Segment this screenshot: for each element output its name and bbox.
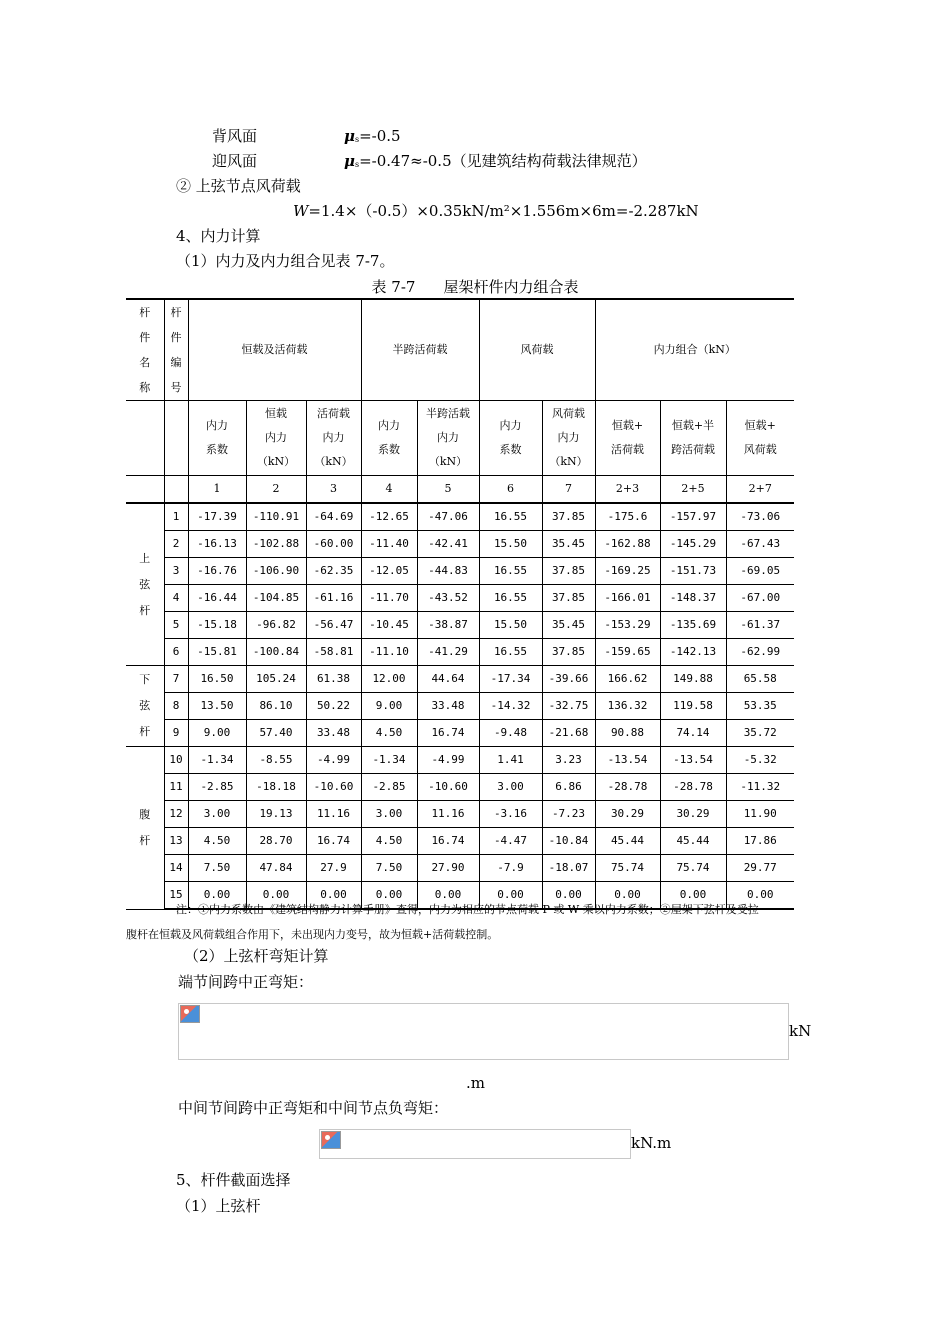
formula-w-symbol: W — [293, 202, 309, 220]
wind-formula — [293, 201, 699, 221]
table-cell: 35.45 — [542, 531, 595, 558]
table-cell: 0.00 — [417, 882, 479, 910]
table-cell: -100.84 — [246, 639, 306, 666]
table-row — [126, 801, 794, 828]
header-text-line: （kN） — [256, 455, 296, 468]
table-cell: 16.50 — [188, 666, 246, 693]
header-text-line: 上 — [139, 551, 151, 565]
table-cell: -60.00 — [306, 531, 361, 558]
member-number: 4 — [164, 585, 188, 612]
member-number: 9 — [164, 720, 188, 747]
member-number: 6 — [164, 639, 188, 666]
table-cell: -9.48 — [479, 720, 542, 747]
table-cell: 4.50 — [361, 828, 417, 855]
table-cell: 1.41 — [479, 747, 542, 774]
header-text-line: 跨活荷载 — [671, 443, 715, 456]
table-cell: -169.25 — [595, 558, 660, 585]
table-cell: -43.52 — [417, 585, 479, 612]
broken-image-icon — [321, 1131, 341, 1149]
table-cell: -166.01 — [595, 585, 660, 612]
column-header-1 — [188, 401, 246, 476]
table-cell: 74.14 — [660, 720, 726, 747]
member-number: 14 — [164, 855, 188, 882]
table-cell: 15.50 — [479, 531, 542, 558]
header-text-line: 恒载 — [265, 407, 287, 420]
table-cell: -4.99 — [306, 747, 361, 774]
note-line-1: 注：①内力系数由《建筑结构静力计算手册》查得，内力为相应的节点荷载 P 或 W 乘以内力系数；②屋架下弦杆及受拉 — [176, 903, 759, 916]
table-cell: -42.41 — [417, 531, 479, 558]
table-cell: -56.47 — [306, 612, 361, 639]
header-half-span: 半跨活荷载 — [361, 299, 479, 401]
table-row — [126, 720, 794, 747]
header-text-line: 杆 — [139, 833, 151, 847]
header-text-line: 内力 — [499, 419, 522, 432]
table-cell: 37.85 — [542, 558, 595, 585]
table-cell: 37.85 — [542, 639, 595, 666]
table-cell: -64.69 — [306, 503, 361, 531]
table-cell: -11.10 — [361, 639, 417, 666]
header-text-line: 活荷载 — [611, 443, 644, 456]
column-index: 2+5 — [660, 476, 726, 504]
header-text-line: 内力 — [265, 431, 287, 444]
table-cell: 47.84 — [246, 855, 306, 882]
member-number: 7 — [164, 666, 188, 693]
table-cell: -5.32 — [726, 747, 794, 774]
table-cell: -148.37 — [660, 585, 726, 612]
member-number: 5 — [164, 612, 188, 639]
table-cell: -12.65 — [361, 503, 417, 531]
note-line-2: 腹杆在恒载及风荷载组合作用下，未出现内力变号，故为恒载+活荷载控制。 — [126, 928, 499, 941]
table-cell: 12.00 — [361, 666, 417, 693]
header-row-groups — [126, 299, 794, 401]
table-cell: -142.13 — [660, 639, 726, 666]
member-number: 11 — [164, 774, 188, 801]
table-cell: 27.9 — [306, 855, 361, 882]
table-cell: 105.24 — [246, 666, 306, 693]
table-cell: 119.58 — [660, 693, 726, 720]
table-cell: -153.29 — [595, 612, 660, 639]
table-cell: 9.00 — [361, 693, 417, 720]
table-cell: -4.99 — [417, 747, 479, 774]
table-cell: 4.50 — [361, 720, 417, 747]
mid-panel-moment-label: 中间节间跨中正弯矩和中间节点负弯矩： — [178, 1099, 449, 1117]
table-cell: -8.55 — [246, 747, 306, 774]
column-header-3 — [306, 401, 361, 476]
table-cell: -1.34 — [361, 747, 417, 774]
column-header-8 — [595, 401, 660, 476]
table-caption — [0, 276, 950, 297]
table-note — [126, 897, 816, 947]
column-index: 2+3 — [595, 476, 660, 504]
header-text-line: （kN） — [549, 455, 588, 468]
table-cell: 149.88 — [660, 666, 726, 693]
table-cell: -159.65 — [595, 639, 660, 666]
header-text-line: 内力 — [206, 419, 228, 432]
table-cell: 16.55 — [479, 585, 542, 612]
table-cell: 65.58 — [726, 666, 794, 693]
header-text-line: 弦 — [139, 577, 151, 591]
table-cell: -151.73 — [660, 558, 726, 585]
table-cell: 0.00 — [479, 882, 542, 910]
table-cell: -157.97 — [660, 503, 726, 531]
table-cell: -73.06 — [726, 503, 794, 531]
table-row — [126, 503, 794, 531]
column-header-2 — [246, 401, 306, 476]
header-text-line: 内力 — [322, 431, 345, 444]
table-cell: 0.00 — [542, 882, 595, 910]
header-blank — [164, 476, 188, 504]
column-index: 4 — [361, 476, 417, 504]
table-cell: -13.54 — [595, 747, 660, 774]
header-blank — [126, 476, 164, 504]
header-text-line: 编 — [170, 356, 182, 369]
table-cell: -69.05 — [726, 558, 794, 585]
table-cell: -11.40 — [361, 531, 417, 558]
table-cell: -62.99 — [726, 639, 794, 666]
table-cell: 11.90 — [726, 801, 794, 828]
table-cell: -17.39 — [188, 503, 246, 531]
table-cell: -16.76 — [188, 558, 246, 585]
header-text-line: 号 — [170, 381, 182, 394]
table-cell: 16.74 — [417, 828, 479, 855]
table-cell: 45.44 — [660, 828, 726, 855]
table-cell: 27.90 — [417, 855, 479, 882]
table-cell: -7.23 — [542, 801, 595, 828]
table-row — [126, 558, 794, 585]
table-cell: 0.00 — [246, 882, 306, 910]
table-cell: 53.35 — [726, 693, 794, 720]
member-group-name — [126, 747, 164, 910]
header-text-line: 件 — [170, 331, 182, 344]
table-cell: 86.10 — [246, 693, 306, 720]
header-text-line: 恒载+ — [611, 419, 644, 432]
table-cell: 0.00 — [188, 882, 246, 910]
member-number: 13 — [164, 828, 188, 855]
unit-m: .m — [466, 1074, 485, 1092]
table-cell: 44.64 — [417, 666, 479, 693]
table-cell: -2.85 — [361, 774, 417, 801]
table-cell: 7.50 — [188, 855, 246, 882]
table-cell: -28.78 — [595, 774, 660, 801]
table-cell: 4.50 — [188, 828, 246, 855]
table-row — [126, 855, 794, 882]
table-cell: 35.45 — [542, 612, 595, 639]
column-index: 5 — [417, 476, 479, 504]
table-cell: 166.62 — [595, 666, 660, 693]
table-cell: -61.37 — [726, 612, 794, 639]
table-cell: 0.00 — [726, 882, 794, 910]
table-cell: 35.72 — [726, 720, 794, 747]
header-dead-live: 恒载及活荷载 — [188, 299, 361, 401]
table-cell: -13.54 — [660, 747, 726, 774]
table-cell: 136.32 — [595, 693, 660, 720]
table-row — [126, 612, 794, 639]
table-row — [126, 639, 794, 666]
table-cell: 9.00 — [188, 720, 246, 747]
table-cell: 17.86 — [726, 828, 794, 855]
table-cell: -10.60 — [306, 774, 361, 801]
table-cell: -15.81 — [188, 639, 246, 666]
table-cell: -4.47 — [479, 828, 542, 855]
table-cell: 28.70 — [246, 828, 306, 855]
table-cell: -67.43 — [726, 531, 794, 558]
table-cell: -44.83 — [417, 558, 479, 585]
header-text-line: 内力 — [437, 431, 459, 444]
table-row — [126, 693, 794, 720]
header-text-line: 杆 — [139, 725, 151, 738]
table-cell: 3.23 — [542, 747, 595, 774]
table-cell: -18.07 — [542, 855, 595, 882]
table-cell: 11.16 — [417, 801, 479, 828]
mu-subscript: s — [354, 135, 360, 144]
unit-kn: kN — [789, 1022, 812, 1040]
header-blank — [126, 401, 164, 476]
table-cell: -32.75 — [542, 693, 595, 720]
table-cell: 61.38 — [306, 666, 361, 693]
table-row — [126, 747, 794, 774]
table-cell: -14.32 — [479, 693, 542, 720]
table-cell: -10.45 — [361, 612, 417, 639]
member-number: 2 — [164, 531, 188, 558]
header-text-line: 称 — [139, 381, 151, 394]
table-cell: -7.9 — [479, 855, 542, 882]
table-cell: -62.35 — [306, 558, 361, 585]
table-cell: -41.29 — [417, 639, 479, 666]
table-cell: 6.86 — [542, 774, 595, 801]
table-cell: 0.00 — [595, 882, 660, 910]
column-header-4 — [361, 401, 417, 476]
column-header-10 — [726, 401, 794, 476]
formula-body: =1.4×（-0.5）×0.35kN/m²×1.556m×6m=-2.287kN — [308, 202, 699, 220]
table-row — [126, 828, 794, 855]
mu-subscript: s — [354, 160, 360, 169]
table-cell: 3.00 — [188, 801, 246, 828]
table-cell: 30.29 — [660, 801, 726, 828]
member-number: 12 — [164, 801, 188, 828]
header-text-line: 杆 — [139, 306, 151, 319]
front-wind-label: 迎风面 — [212, 152, 258, 170]
table-cell: 3.00 — [361, 801, 417, 828]
table-row — [126, 585, 794, 612]
table-cell: 3.00 — [479, 774, 542, 801]
table-number: 表 7-7 — [371, 278, 416, 296]
table-cell: -58.81 — [306, 639, 361, 666]
table-cell: -16.44 — [188, 585, 246, 612]
mu-symbol: μ — [344, 127, 355, 145]
column-index: 2 — [246, 476, 306, 504]
table-cell: 16.55 — [479, 503, 542, 531]
member-number: 3 — [164, 558, 188, 585]
table-cell: -104.85 — [246, 585, 306, 612]
column-index: 1 — [188, 476, 246, 504]
table-cell: -3.16 — [479, 801, 542, 828]
column-header-5 — [417, 401, 479, 476]
back-wind-label: 背风面 — [212, 127, 258, 145]
formula-image-placeholder — [178, 1003, 789, 1060]
header-text-line: 恒载+ — [744, 419, 776, 432]
table-cell: 37.85 — [542, 585, 595, 612]
table-cell: 37.85 — [542, 503, 595, 531]
table-cell: -47.06 — [417, 503, 479, 531]
column-header-6 — [479, 401, 542, 476]
table-cell: 19.13 — [246, 801, 306, 828]
section-5-heading: 5、杆件截面选择 — [176, 1171, 291, 1189]
table-cell: -28.78 — [660, 774, 726, 801]
table-cell: 33.48 — [417, 693, 479, 720]
table-cell: 30.29 — [595, 801, 660, 828]
table-row — [126, 666, 794, 693]
header-text-line: 系数 — [206, 443, 228, 456]
table-cell: 57.40 — [246, 720, 306, 747]
table-cell: -175.6 — [595, 503, 660, 531]
header-text-line: 系数 — [499, 443, 522, 456]
table-cell: 16.74 — [417, 720, 479, 747]
broken-image-icon — [180, 1005, 200, 1023]
column-header-9 — [660, 401, 726, 476]
table-cell: -96.82 — [246, 612, 306, 639]
header-text-line: 恒载+半 — [671, 419, 715, 432]
header-member-name — [126, 299, 164, 401]
subsection-1: （1）内力及内力组合见表 7-7。 — [176, 252, 395, 270]
header-text-line: 活荷载 — [317, 407, 350, 420]
header-text-line: 内力 — [557, 431, 580, 444]
subsection-2: （2）上弦杆弯矩计算 — [184, 947, 329, 965]
header-combination: 内力组合（kN） — [595, 299, 794, 401]
back-wind-coefficient — [344, 126, 401, 150]
header-blank — [164, 401, 188, 476]
table-cell: -135.69 — [660, 612, 726, 639]
table-cell: 7.50 — [361, 855, 417, 882]
table-cell: -17.34 — [479, 666, 542, 693]
node-wind-heading: ② 上弦节点风荷载 — [176, 177, 301, 195]
table-cell: 15.50 — [479, 612, 542, 639]
header-text-line: 腹 — [139, 807, 151, 821]
unit-kn-m: kN.m — [631, 1134, 672, 1152]
member-group-name — [126, 666, 164, 747]
end-panel-moment-label: 端节间跨中正弯矩： — [178, 973, 314, 991]
table-cell: -145.29 — [660, 531, 726, 558]
table-cell: -39.66 — [542, 666, 595, 693]
table-cell: 0.00 — [306, 882, 361, 910]
header-text-line: 名 — [139, 356, 151, 369]
front-wind-value: =-0.47≈-0.5（见建筑结构荷载法律规范） — [359, 152, 647, 170]
header-text-line: 杆 — [170, 306, 182, 319]
table-cell: 0.00 — [361, 882, 417, 910]
table-cell: -61.16 — [306, 585, 361, 612]
member-number: 1 — [164, 503, 188, 531]
table-cell: -106.90 — [246, 558, 306, 585]
table-cell: -102.88 — [246, 531, 306, 558]
table-cell: -162.88 — [595, 531, 660, 558]
column-index: 2+7 — [726, 476, 794, 504]
header-text-line: 风荷载 — [743, 443, 777, 456]
table-cell: -11.32 — [726, 774, 794, 801]
table-cell: -16.13 — [188, 531, 246, 558]
header-wind: 风荷载 — [479, 299, 595, 401]
table-row — [126, 531, 794, 558]
column-index: 7 — [542, 476, 595, 504]
header-text-line: 件 — [139, 331, 151, 344]
table-cell: 33.48 — [306, 720, 361, 747]
header-text-line: 内力 — [378, 419, 400, 432]
subsection-upper-chord: （1）上弦杆 — [176, 1197, 261, 1215]
member-group-name — [126, 503, 164, 666]
table-row — [126, 774, 794, 801]
table-cell: -21.68 — [542, 720, 595, 747]
header-text-line: 杆 — [139, 603, 151, 617]
header-text-line: 半跨活载 — [426, 407, 470, 420]
header-text-line: （kN） — [428, 455, 468, 468]
table-cell: -2.85 — [188, 774, 246, 801]
column-header-7 — [542, 401, 595, 476]
formula-image-placeholder — [319, 1129, 631, 1159]
table-cell: -10.84 — [542, 828, 595, 855]
table-cell: -10.60 — [417, 774, 479, 801]
section-4-heading: 4、内力计算 — [176, 227, 261, 245]
table-cell: -11.70 — [361, 585, 417, 612]
front-wind-coefficient — [344, 151, 647, 175]
header-text-line: 系数 — [378, 443, 400, 456]
table-cell: 90.88 — [595, 720, 660, 747]
table-cell: 50.22 — [306, 693, 361, 720]
header-row-columns — [126, 401, 794, 476]
table-cell: -67.00 — [726, 585, 794, 612]
table-cell: -38.87 — [417, 612, 479, 639]
table-cell: 13.50 — [188, 693, 246, 720]
table-cell: -110.91 — [246, 503, 306, 531]
table-cell: 75.74 — [660, 855, 726, 882]
table-cell: 75.74 — [595, 855, 660, 882]
mu-symbol: μ — [344, 152, 355, 170]
member-number: 15 — [164, 882, 188, 910]
table-cell: -12.05 — [361, 558, 417, 585]
table-cell: 11.16 — [306, 801, 361, 828]
header-text-line: 风荷载 — [552, 407, 585, 420]
column-index: 6 — [479, 476, 542, 504]
table-cell: -18.18 — [246, 774, 306, 801]
member-force-table — [126, 298, 794, 910]
header-text-line: （kN） — [314, 455, 353, 468]
table-cell: 16.74 — [306, 828, 361, 855]
table-cell: -15.18 — [188, 612, 246, 639]
back-wind-value: =-0.5 — [359, 127, 401, 145]
table-cell: 0.00 — [660, 882, 726, 910]
header-member-number — [164, 299, 188, 401]
member-number: 8 — [164, 693, 188, 720]
table-cell: -1.34 — [188, 747, 246, 774]
table-cell: 29.77 — [726, 855, 794, 882]
table-cell: 16.55 — [479, 639, 542, 666]
header-text-line: 弦 — [139, 699, 151, 712]
header-text-line: 下 — [139, 673, 151, 686]
member-number: 10 — [164, 747, 188, 774]
table-title: 屋架杆件内力组合表 — [443, 278, 579, 296]
table-cell: 45.44 — [595, 828, 660, 855]
column-index: 3 — [306, 476, 361, 504]
header-row-index — [126, 476, 794, 504]
table-cell: 16.55 — [479, 558, 542, 585]
